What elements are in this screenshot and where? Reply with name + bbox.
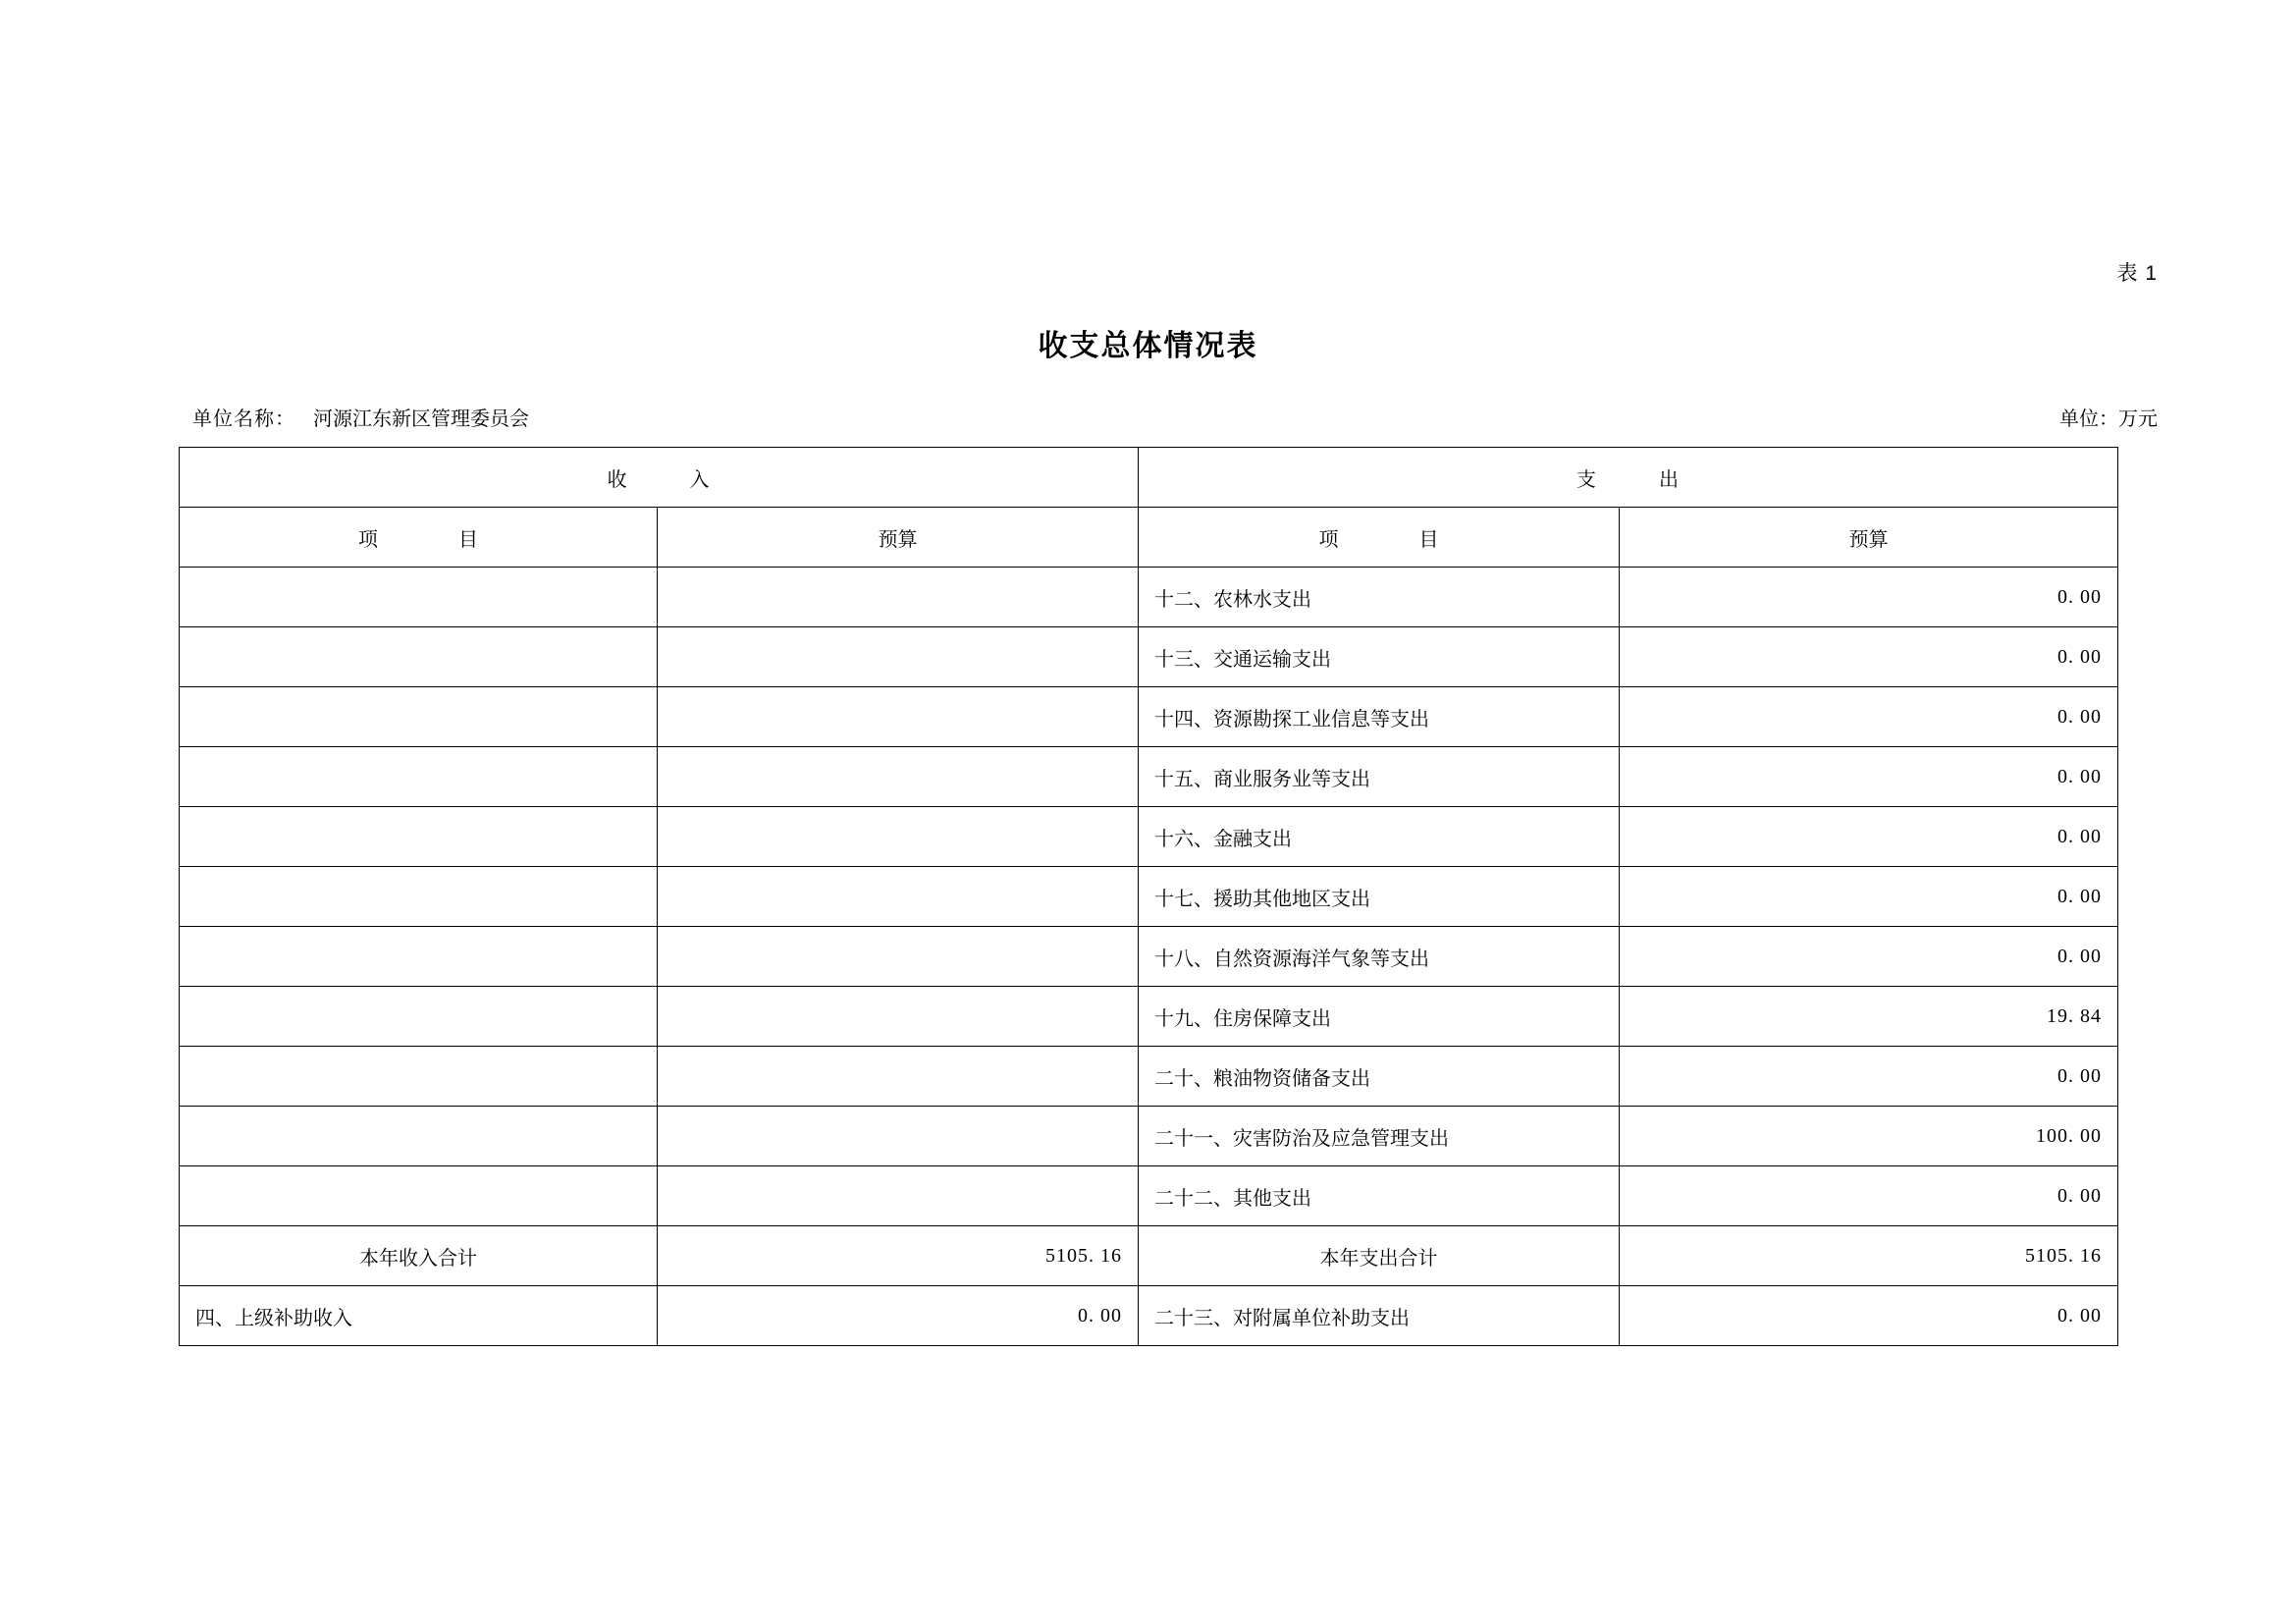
expense-budget-cell: 0. 00 <box>1620 568 2118 627</box>
income-item-cell <box>180 568 658 627</box>
table-row <box>180 687 2118 747</box>
table-column-header-row <box>180 508 2118 568</box>
income-budget-header: 预算 <box>658 508 1139 568</box>
expense-item-cell: 十九、住房保障支出 <box>1139 987 1620 1047</box>
unit-name-label: 单位名称： <box>192 408 295 430</box>
expense-item-cell: 十三、交通运输支出 <box>1139 627 1620 687</box>
table-group-header-row <box>180 448 2118 508</box>
expense-budget-cell: 0. 00 <box>1620 1166 2118 1226</box>
income-budget-cell <box>658 807 1139 867</box>
income-budget-cell <box>658 687 1139 747</box>
expense-item-cell: 十七、援助其他地区支出 <box>1139 867 1620 927</box>
expense-budget-cell: 0. 00 <box>1620 807 2118 867</box>
budget-table <box>179 447 2118 1346</box>
income-budget-cell <box>658 1107 1139 1166</box>
income-budget-cell <box>658 1047 1139 1107</box>
table-row <box>180 747 2118 807</box>
income-budget-cell: 0. 00 <box>658 1286 1139 1346</box>
expense-item-cell: 二十二、其他支出 <box>1139 1166 1620 1226</box>
income-item-cell <box>180 687 658 747</box>
table-row <box>180 927 2118 987</box>
table-row <box>180 1047 2118 1107</box>
expense-budget-cell: 0. 00 <box>1620 1047 2118 1107</box>
expense-item-cell: 二十三、对附属单位补助支出 <box>1139 1286 1620 1346</box>
meta-row <box>192 403 2158 432</box>
income-item-cell <box>180 867 658 927</box>
expense-budget-cell: 0. 00 <box>1620 1286 2118 1346</box>
expense-group-header: 支 出 <box>1139 448 2118 508</box>
expense-item-cell: 十六、金融支出 <box>1139 807 1620 867</box>
expense-budget-header: 预算 <box>1620 508 2118 568</box>
table-row <box>180 867 2118 927</box>
income-budget-cell <box>658 627 1139 687</box>
expense-budget-cell: 0. 00 <box>1620 927 2118 987</box>
expense-budget-cell: 100. 00 <box>1620 1107 2118 1166</box>
expense-item-cell: 十五、商业服务业等支出 <box>1139 747 1620 807</box>
expense-item-cell: 本年支出合计 <box>1139 1226 1620 1286</box>
table-row <box>180 1166 2118 1226</box>
page-title: 收支总体情况表 <box>1038 330 1258 362</box>
expense-item-cell: 二十、粮油物资储备支出 <box>1139 1047 1620 1107</box>
expense-item-cell: 十二、农林水支出 <box>1139 568 1620 627</box>
expense-budget-cell: 0. 00 <box>1620 747 2118 807</box>
income-budget-cell <box>658 867 1139 927</box>
income-group-header: 收 入 <box>180 448 1139 508</box>
income-item-cell <box>180 927 658 987</box>
expense-budget-cell: 19. 84 <box>1620 987 2118 1047</box>
unit-name-value: 河源江东新区管理委员会 <box>313 408 529 430</box>
income-item-cell: 本年收入合计 <box>180 1226 658 1286</box>
expense-item-cell: 二十一、灾害防治及应急管理支出 <box>1139 1107 1620 1166</box>
income-item-cell <box>180 807 658 867</box>
expense-budget-cell: 0. 00 <box>1620 687 2118 747</box>
income-item-cell <box>180 747 658 807</box>
income-budget-cell <box>658 1166 1139 1226</box>
table-row <box>180 627 2118 687</box>
income-item-cell <box>180 987 658 1047</box>
income-budget-cell <box>658 927 1139 987</box>
income-budget-cell <box>658 987 1139 1047</box>
income-budget-cell <box>658 747 1139 807</box>
expense-budget-cell: 0. 00 <box>1620 867 2118 927</box>
table-row <box>180 1226 2118 1286</box>
income-item-cell <box>180 627 658 687</box>
expense-budget-cell: 0. 00 <box>1620 627 2118 687</box>
expense-budget-cell: 5105. 16 <box>1620 1226 2118 1286</box>
table-row <box>180 807 2118 867</box>
table-row <box>180 1286 2118 1346</box>
table-row <box>180 568 2118 627</box>
expense-item-cell: 十八、自然资源海洋气象等支出 <box>1139 927 1620 987</box>
unit-name <box>192 403 529 431</box>
currency-label: 单位：万元 <box>2059 408 2158 430</box>
income-budget-cell: 5105. 16 <box>658 1226 1139 1286</box>
expense-item-cell: 十四、资源勘探工业信息等支出 <box>1139 687 1620 747</box>
table-row <box>180 1107 2118 1166</box>
table-row <box>180 987 2118 1047</box>
sheet-label: 表 1 <box>2116 262 2158 285</box>
income-item-cell <box>180 1166 658 1226</box>
income-item-cell: 四、上级补助收入 <box>180 1286 658 1346</box>
income-item-cell <box>180 1047 658 1107</box>
income-budget-cell <box>658 568 1139 627</box>
income-item-header: 项 目 <box>180 508 658 568</box>
income-item-cell <box>180 1107 658 1166</box>
expense-item-header: 项 目 <box>1139 508 1620 568</box>
